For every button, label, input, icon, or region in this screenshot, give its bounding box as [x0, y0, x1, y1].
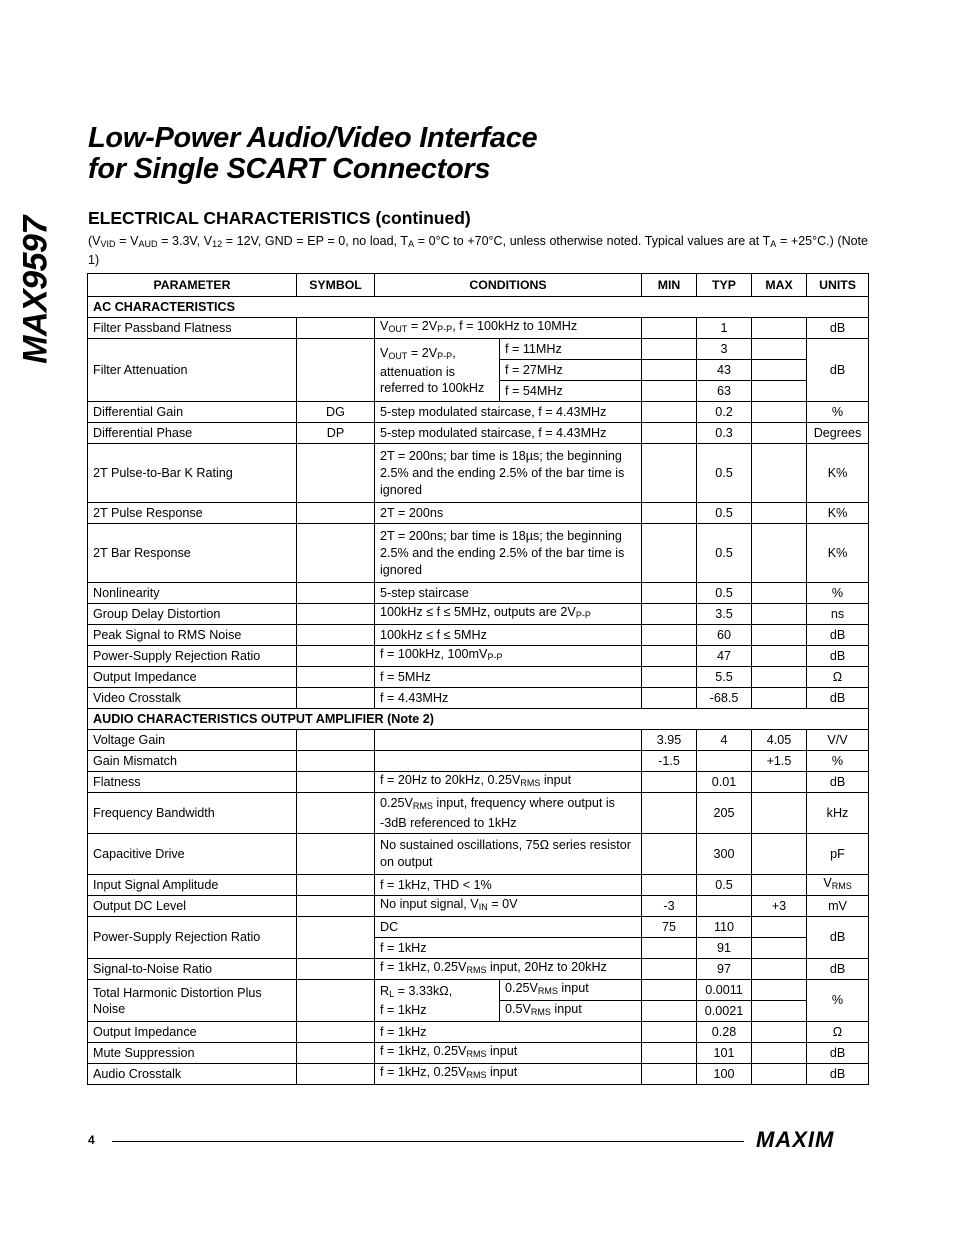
maxim-logo: MAXIM: [756, 1127, 835, 1152]
table-row: Gain Mismatch -1.5 +1.5 %: [88, 751, 869, 772]
table-row: Flatness f = 20Hz to 20kHz, $0.25V_{RMS}$ input 0.01 dB: [88, 772, 869, 793]
title-line-1: Low-Power Audio/Video Interface: [88, 122, 538, 154]
header-typ: TYP: [697, 274, 752, 297]
section-title: ELECTRICAL CHARACTERISTICS (continued): [88, 208, 471, 228]
table-row: Group Delay Distortion 100kHz ≤ f ≤ 5MHz, outputs are $2V_{P-P}$ 3.5 ns: [88, 604, 869, 625]
table-row: Output Impedance f = 5MHz 5.5 Ω: [88, 667, 869, 688]
table-row: Frequency Bandwidth $0.25V_{RMS}$ input, frequency where output is -3dB referenced to 1kHz 205 kHz: [88, 793, 869, 834]
table-row: Mute Suppression f = 1kHz, $0.25V_{RMS}$ input 101 dB: [88, 1043, 869, 1064]
table-row: f = 27MHz 43: [88, 360, 869, 381]
table-row: 2T Pulse-to-Bar K Rating 2T = 200ns; bar time is 18µs; the beginning 2.5% and the ending 2.5% of the bar time is ignored 0.5 K%: [88, 444, 869, 503]
title-line-2: for Single SCART Connectors: [88, 153, 491, 185]
table-row: Audio Crosstalk f = 1kHz, $0.25V_{RMS}$ input 100 dB: [88, 1064, 869, 1085]
table-row: Power-Supply Rejection Ratio f = 100kHz, $100mV_{P-P}$ 47 dB: [88, 646, 869, 667]
table-row: $0.5V_{RMS}$ input 0.0021: [88, 1001, 869, 1022]
table-row: Voltage Gain 3.95 4 4.05 V/V: [88, 730, 869, 751]
table-row: Differential Phase DP 5-step modulated staircase, f = 4.43MHz 0.3 Degrees: [88, 423, 869, 444]
footer-rule: [112, 1141, 744, 1142]
header-units: UNITS: [807, 274, 869, 297]
section-row: AC CHARACTERISTICS: [88, 297, 869, 318]
electrical-characteristics-table: [87, 273, 869, 1085]
section-row: AUDIO CHARACTERISTICS OUTPUT AMPLIFIER (Note 2): [88, 709, 869, 730]
table-row: Total Harmonic Distortion Plus Noise $R_L = 3.33k\Omega$, f = 1kHz $0.25V_{RMS}$ input 0.0011 %: [88, 980, 869, 1001]
table-row: Output Impedance f = 1kHz 0.28 Ω: [88, 1022, 869, 1043]
table-row: Nonlinearity 5-step staircase 0.5 %: [88, 583, 869, 604]
table-row: Input Signal Amplitude f = 1kHz, THD < 1% 0.5 $V_{RMS}$: [88, 875, 869, 896]
header-min: MIN: [642, 274, 697, 297]
table-row: Power-Supply Rejection Ratio DC 75 110 dB: [88, 917, 869, 938]
header-parameter: PARAMETER: [88, 274, 297, 297]
table-row: 2T Bar Response 2T = 200ns; bar time is 18µs; the beginning 2.5% and the ending 2.5% of the bar time is ignored 0.5 K%: [88, 524, 869, 583]
page-number: 4: [88, 1133, 95, 1147]
table-row: 2T Pulse Response 2T = 200ns 0.5 K%: [88, 503, 869, 524]
header-conditions: CONDITIONS: [375, 274, 642, 297]
table-row: Filter Attenuation $V_{OUT} = 2V_{P-P}$, attenuation is referred to 100kHz f = 11MHz 3 dB: [88, 339, 869, 360]
header-max: MAX: [752, 274, 807, 297]
table-row: Signal-to-Noise Ratio f = 1kHz, $0.25V_{RMS}$ input, 20Hz to 20kHz 97 dB: [88, 959, 869, 980]
table-row: Capacitive Drive No sustained oscillations, 75Ω series resistor on output 300 pF: [88, 834, 869, 875]
conditions-note: ($V_{VID} = V_{AUD} = 3.3V$, $V_{12} = 12V$, GND = EP = 0, no load, $T_A = 0^\circ C$ to +70°C, unless otherwise noted. Typical values are at $T_A = +25^\circ C$.) (Note 1): [88, 234, 868, 267]
table-row: Differential Gain DG 5-step modulated staircase, f = 4.43MHz 0.2 %: [88, 402, 869, 423]
table-row: Filter Passband Flatness $V_{OUT} = 2V_{P-P}$, f = 100kHz to 10MHz 1 dB: [88, 318, 869, 339]
header-symbol: SYMBOL: [297, 274, 375, 297]
side-part-number: MAX9597: [16, 216, 55, 364]
table-row: f = 1kHz 91: [88, 938, 869, 959]
table-row: f = 54MHz 63: [88, 381, 869, 402]
table-row: Video Crosstalk f = 4.43MHz -68.5 dB: [88, 688, 869, 709]
table-row: Output DC Level No input signal, $V_{IN} = 0V$ -3 +3 mV: [88, 896, 869, 917]
page-title: [88, 123, 537, 185]
table-row: Peak Signal to RMS Noise 100kHz ≤ f ≤ 5MHz 60 dB: [88, 625, 869, 646]
table-header-row: [88, 274, 869, 297]
